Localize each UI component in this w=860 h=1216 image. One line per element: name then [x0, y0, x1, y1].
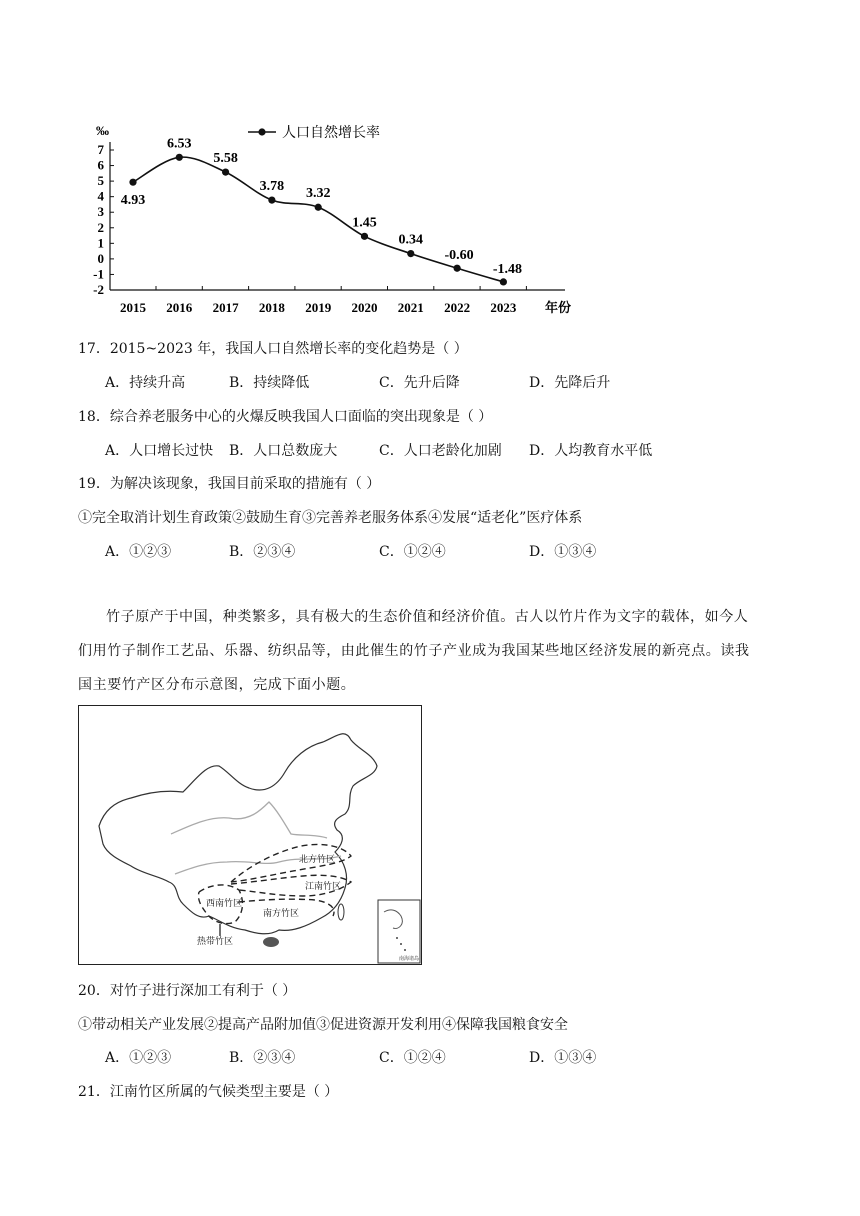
- y-tick-label: 1: [97, 235, 104, 251]
- data-label: 5.58: [213, 151, 238, 167]
- q20-option-b[interactable]: B．②③④: [229, 1050, 296, 1066]
- q17-option-a[interactable]: A．持续升高: [105, 375, 186, 391]
- inset-label: 南海诸岛: [399, 956, 420, 962]
- data-point: [454, 265, 461, 272]
- data-point: [361, 233, 368, 240]
- q21-stem: 21．江南竹区所属的气候类型主要是（ ）: [78, 1084, 339, 1100]
- y-tick-label: 6: [97, 157, 104, 173]
- x-tick-label: 2023: [490, 300, 517, 315]
- data-point: [407, 250, 414, 257]
- q17-option-c[interactable]: C．先升后降: [379, 375, 460, 391]
- reading-passage: [78, 600, 768, 702]
- q19-option-a[interactable]: A．①②③: [105, 544, 172, 560]
- data-label: 4.93: [120, 193, 146, 209]
- chart-layer: [93, 123, 571, 315]
- data-label: 6.53: [167, 136, 192, 152]
- q19-stem: 19．为解决该现象，我国目前采取的措施有（ ）: [78, 476, 381, 492]
- x-tick-label: 2016: [166, 300, 193, 315]
- y-tick-label: -2: [93, 282, 104, 297]
- q20-stem: 20．对竹子进行深加工有利于（ ）: [78, 983, 297, 999]
- q17-option-b[interactable]: B．持续降低: [229, 375, 310, 391]
- y-tick-label: 0: [97, 250, 104, 266]
- q18-option-a[interactable]: A．人口增长过快: [105, 443, 214, 459]
- q20-items: ①带动相关产业发展②提高产品附加值③促进资源开发利用④保障我国粮食安全: [78, 1017, 568, 1033]
- data-point: [129, 179, 136, 186]
- x-tick-label: 2021: [397, 300, 424, 315]
- hainan-island: [263, 937, 279, 947]
- label-south-region: 南方竹区: [263, 909, 300, 919]
- q17-option-d[interactable]: D．先降后升: [529, 375, 611, 391]
- x-tick-label: 2020: [351, 300, 378, 315]
- x-axis-title: 年份: [545, 300, 572, 315]
- data-label: 1.45: [352, 215, 377, 231]
- data-point: [268, 196, 275, 203]
- q20-option-a[interactable]: A．①②③: [105, 1050, 172, 1066]
- q20-option-c[interactable]: C．①②④: [379, 1050, 446, 1066]
- taiwan-island: [338, 904, 344, 920]
- q18-option-b[interactable]: B．人口总数庞大: [229, 443, 338, 459]
- q18-option-d[interactable]: D．人均教育水平低: [529, 443, 653, 459]
- legend-label: 人口自然增长率: [282, 126, 380, 141]
- x-tick-label: 2019: [305, 300, 332, 315]
- x-tick-label: 2022: [444, 300, 471, 315]
- data-point: [315, 204, 322, 211]
- q19-option-c[interactable]: C．①②④: [379, 544, 446, 560]
- population-growth-chart: [80, 115, 580, 320]
- label-jiangnan-region: 江南竹区: [305, 882, 342, 892]
- data-label: 3.32: [305, 186, 331, 202]
- data-point: [500, 278, 507, 285]
- legend-marker: [258, 128, 265, 135]
- bamboo-region-map: [78, 705, 422, 965]
- passage-line-1: 竹子原产于中国，种类繁多，具有极大的生态价值和经济价值。古人以竹片作为文字的载体，如今人: [106, 609, 749, 625]
- label-tropical-region: 热带竹区: [197, 937, 234, 947]
- y-axis-unit: ‰: [96, 123, 109, 138]
- q19-items: ①完全取消计划生育政策②鼓励生育③完善养老服务体系④发展“适老化”医疗体系: [78, 510, 583, 526]
- y-tick-label: -1: [93, 266, 104, 282]
- q18-option-c[interactable]: C．人口老龄化加剧: [379, 443, 502, 459]
- y-tick-label: 5: [97, 173, 104, 189]
- y-tick-label: 3: [97, 204, 104, 220]
- data-label: 0.34: [398, 232, 424, 248]
- data-point: [176, 154, 183, 161]
- y-tick-label: 7: [97, 142, 104, 157]
- passage-line-3: 国主要竹产区分布示意图，完成下面小题。: [78, 677, 356, 693]
- y-tick-label: 2: [97, 219, 104, 235]
- label-north-region: 北方竹区: [299, 855, 336, 865]
- data-point: [222, 168, 229, 175]
- x-tick-label: 2015: [120, 300, 146, 315]
- data-label: -1.48: [492, 261, 522, 277]
- q19-option-b[interactable]: B．②③④: [229, 544, 296, 560]
- label-southwest-region: 西南竹区: [206, 899, 243, 909]
- yellow-river: [171, 802, 327, 838]
- x-tick-label: 2018: [258, 300, 285, 315]
- data-label: 3.78: [259, 179, 285, 195]
- q19-option-d[interactable]: D．①③④: [529, 544, 597, 560]
- q20-option-d[interactable]: D．①③④: [529, 1050, 597, 1066]
- y-tick-label: 4: [97, 188, 104, 204]
- china-map-figure: [79, 706, 421, 964]
- x-tick-label: 2017: [212, 300, 239, 315]
- q18-stem: 18．综合养老服务中心的火爆反映我国人口面临的突出现象是（ ）: [78, 409, 493, 425]
- south-china-sea-inset: [378, 900, 420, 963]
- data-label: -0.60: [444, 248, 474, 264]
- passage-line-2: 们用竹子制作工艺品、乐器、纺织品等，由此催生的竹子产业成为我国某些地区经济发展的新亮点。读我: [78, 643, 750, 659]
- q17-stem: 17．2015~2023 年，我国人口自然增长率的变化趋势是（ ）: [78, 341, 468, 357]
